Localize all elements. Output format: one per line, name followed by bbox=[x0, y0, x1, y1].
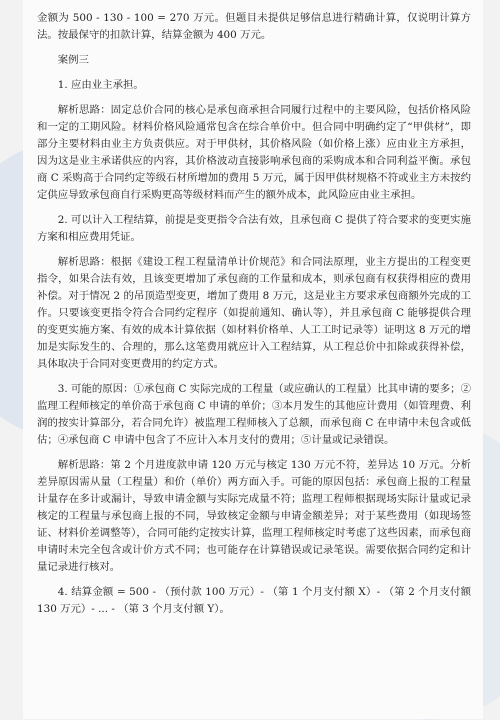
answer-3: 3. 可能的原因：①承包商 C 实际完成的工程量（或应确认的工程量）比其申请的要多；②监理工程师核定的单价高于承包商 C 申请的单价；③本月发生的其他应计费用（如管理费、利润的按实计算部分，若合同允许）被监理工程师核入了总额，而承包商 C 在申请中未包含或低估；④承包商 C 申请中包含了不应计入本月支付的费用；⑤计量或记录错误。 bbox=[37, 383, 471, 446]
document-page bbox=[23, 0, 483, 719]
case-three-heading: 案例三 bbox=[57, 54, 89, 66]
analysis-2: 解析思路：根据《建设工程工程量清单计价规范》和合同法原理，业主方提出的工程变更指令，如果合法有效，且该变更增加了承包商的工作量和成本，则承包商有权获得相应的费用补偿。对于情况 2 的吊顶造型变更，增加了费用 8 万元，这是业主方要求承包商额外完成的工作。只要该变更指令符合合同约定程序（如提前通知、确认等），并且承包商 C 能够提供合理的变更实施方案、有效的成本计算依据（如材料价格单、人工工时记录等）证明这 8 万元的增加是实际发生的、合理的，那么这笔费用就应计入工程结算，从工程总价中扣除或获得补偿，具体取决于合同对变更费用的约定方式。 bbox=[37, 256, 471, 370]
answer-1: 1. 应由业主承担。 bbox=[57, 79, 144, 91]
analysis-3: 解析思路：第 2 个月进度款申请 120 万元与核定 130 万元不符，差异达 10 万元。分析差异原因需从量（工程量）和价（单价）两方面入手。可能的原因包括：承包商上报的工程量计量存在多计或漏计，导致申请金额与实际完成量不符；监理工程师根据现场实际计量或记录核定的工程量与承包商上报的不同，导致核定金额与申请金额差异；对于某些费用（如现场签证、材料价差调整等），合同可能约定按实计算，监理工程师核定时考虑了这些因素，而承包商申请时未完全包含或计价方式不同；也可能存在计算错误或记录笔误。需要依据合同约定和计量记录进行核对。 bbox=[37, 459, 471, 573]
analysis-1: 解析思路：固定总价合同的核心是承包商承担合同履行过程中的主要风险，包括价格风险和一定的工期风险。材料价格风险通常包含在综合单价中。但合同中明确约定了“甲供材”，即部分主要材料由业主方负责供应。对于甲供材，其价格风险（如价格上涨）应由业主方承担，因为这是业主承诺供应的内容，其价格波动直接影响承包商的采购成本和合同利益平衡。承包商 C 采购高于合同约定等级石材所增加的费用 5 万元，属于因甲供材规格不符或业主方未按约定供应导致承包商自行采购更高等级材料而产生的额外成本，此风险应由业主承担。 bbox=[37, 104, 471, 201]
answer-4: 4. 结算金额 = 500 - （预付款 100 万元）- （第 1 个月支付额 X）- （第 2 个月支付额 130 万元）- ... - （第 3 个月支付额 Y）。 bbox=[37, 586, 471, 615]
paragraph-calculation-continued: 金额为 500 - 130 - 100 = 270 万元。但题目未提供足够信息进行精确计算，仅说明计算方法。按最保守的扣款计算，结算金额为 400 万元。 bbox=[37, 12, 471, 41]
answer-2: 2. 可以计入工程结算，前提是变更指令合法有效，且承包商 C 提供了符合要求的变更实施方案和相应费用凭证。 bbox=[37, 214, 471, 243]
document-body bbox=[23, 0, 483, 618]
